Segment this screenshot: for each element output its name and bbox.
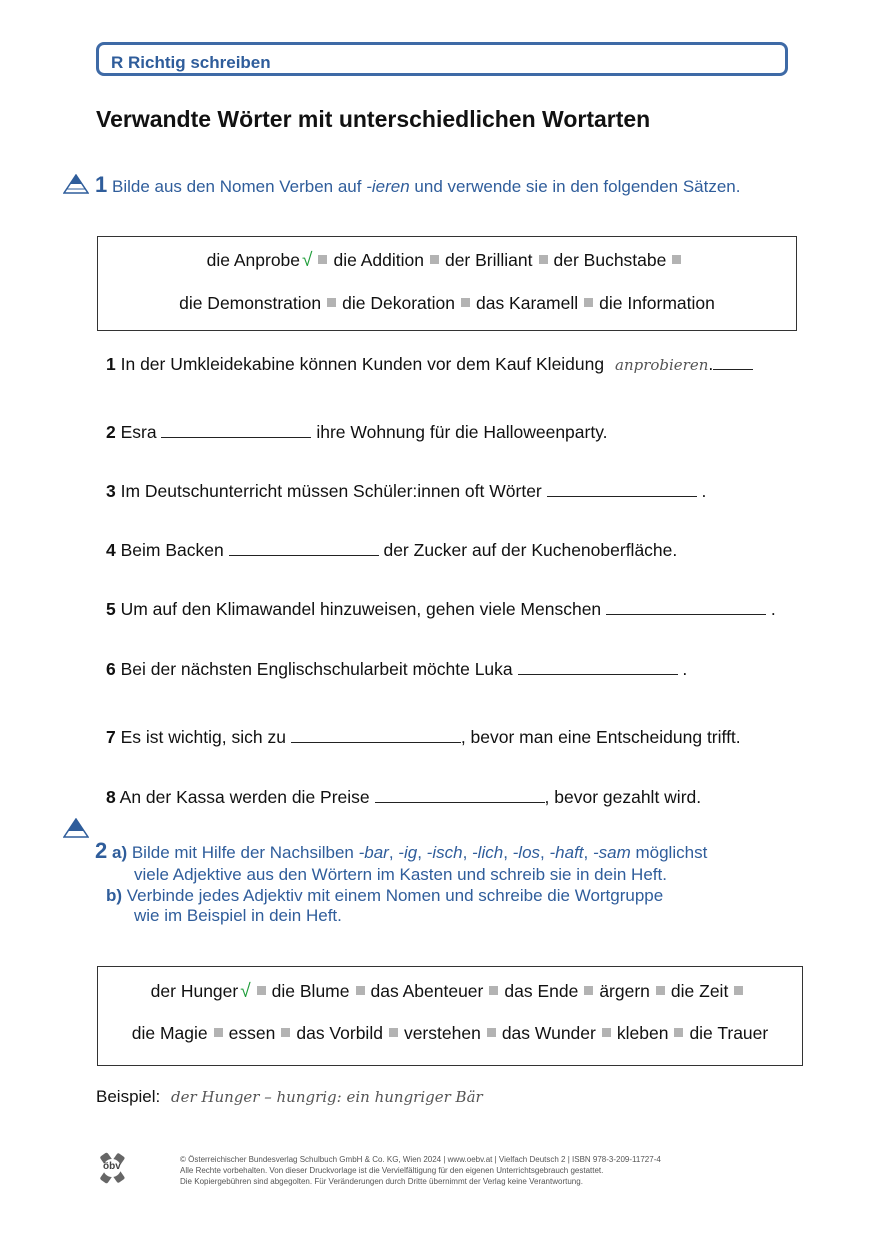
word-item: der Hunger xyxy=(150,981,239,1001)
task1-text-post: und verwende sie in den folgenden Sätzen. xyxy=(409,177,741,196)
sentence-text: In der Umkleidekabine können Kunden vor dem Kauf Kleidung xyxy=(120,354,605,374)
answer-blank[interactable] xyxy=(518,662,678,675)
task1-word-box xyxy=(97,236,797,331)
word-item: kleben xyxy=(616,1023,669,1043)
publisher-logo xyxy=(94,1150,130,1191)
section-header xyxy=(96,42,788,76)
check-icon: √ xyxy=(302,250,313,271)
footer-line: © Österreichischer Bundesverlag Schulbuch GmbH & Co. KG, Wien 2024 | www.oebv.at | Vielfach Deutsch 2 | ISBN 978-3-209-11727-4 xyxy=(180,1155,661,1164)
sentence-end: . xyxy=(682,659,688,679)
answer-blank[interactable] xyxy=(229,543,379,556)
difficulty-icon xyxy=(63,174,89,199)
task2-a-label: a) xyxy=(111,843,128,862)
word-item: das Vorbild xyxy=(296,1023,383,1043)
word-item: die Addition xyxy=(333,250,424,270)
sentence-number: 2 xyxy=(106,422,116,442)
task2-a-text: Bilde mit Hilfe der Nachsilben xyxy=(131,843,359,862)
sentence-number: 6 xyxy=(106,659,116,679)
square-icon xyxy=(656,986,665,995)
word-item: die Demonstration xyxy=(179,293,322,313)
sentence-1 xyxy=(106,354,753,375)
handwritten-answer: anprobieren xyxy=(615,356,709,374)
answer-blank[interactable] xyxy=(375,790,545,803)
sentence-end: , bevor gezahlt wird. xyxy=(544,787,702,807)
sentence-end: , bevor man eine Entscheidung trifft. xyxy=(460,727,741,747)
task2-number: 2 xyxy=(95,838,108,863)
task1-suffix: -ieren xyxy=(366,177,410,196)
answer-blank[interactable] xyxy=(161,425,311,438)
sentence-text: An der Kassa werden die Preise xyxy=(119,787,370,807)
word-item: die Blume xyxy=(271,981,350,1001)
square-icon xyxy=(674,1028,683,1037)
sentence-8 xyxy=(106,787,701,808)
sentence-end: ihre Wohnung für die Halloweenparty. xyxy=(316,422,608,442)
square-icon xyxy=(356,986,365,995)
word-item: die Anprobe xyxy=(206,250,301,270)
difficulty-icon xyxy=(63,818,89,843)
square-icon xyxy=(318,255,327,264)
word-item: essen xyxy=(228,1023,276,1043)
sentence-text: Esra xyxy=(120,422,157,442)
suffix: -sam xyxy=(592,843,631,862)
sentence-number: 4 xyxy=(106,540,116,560)
sentence-number: 7 xyxy=(106,727,116,747)
word-item: der Buchstabe xyxy=(553,250,667,270)
task1-box-line2 xyxy=(98,293,796,314)
section-label: R Richtig schreiben xyxy=(111,53,271,72)
sentence-end: . xyxy=(701,481,707,501)
answer-blank[interactable] xyxy=(291,730,461,743)
sentence-end: . xyxy=(770,599,776,619)
logo-text: öbv xyxy=(103,1161,121,1172)
answer-blank[interactable] xyxy=(547,484,697,497)
square-icon xyxy=(489,986,498,995)
page-title: Verwandte Wörter mit unterschiedlichen Wortarten xyxy=(96,106,651,132)
task2-word-box xyxy=(97,966,803,1066)
word-item: die Magie xyxy=(131,1023,208,1043)
sentence-number: 1 xyxy=(106,354,116,374)
task2-b-line2: wie im Beispiel in dein Heft. xyxy=(134,906,342,925)
task2-box-line2 xyxy=(98,1023,802,1044)
square-icon xyxy=(257,986,266,995)
sentence-7 xyxy=(106,727,741,748)
task2-a: 2 a) Bilde mit Hilfe der Nachsilben -bar, -ig, -isch, -lich, -los, -haft, -sam möglichst xyxy=(95,838,708,863)
task1-box-line1 xyxy=(98,250,796,272)
sentence-end: der Zucker auf der Kuchenoberfläche. xyxy=(383,540,678,560)
suffix: -haft xyxy=(549,843,584,862)
task2-a-line2: viele Adjektive aus den Wörtern im Kasten und schreib sie in dein Heft. xyxy=(134,865,667,884)
example-handwritten: der Hunger – hungrig: ein hungriger Bär xyxy=(171,1088,483,1106)
sentence-4 xyxy=(106,540,677,561)
word-item: das Wunder xyxy=(501,1023,596,1043)
task2-a-text-end: möglichst xyxy=(630,843,708,862)
word-item: der Brilliant xyxy=(444,250,533,270)
word-item: ärgern xyxy=(599,981,650,1001)
check-icon: √ xyxy=(240,981,251,1002)
footer-line: Die Kopiergebühren sind abgegolten. Für Veränderungen durch Dritte übernimmt der Verlag keine Verantwortung. xyxy=(180,1177,583,1186)
sentence-5 xyxy=(106,599,776,620)
word-item: das Ende xyxy=(504,981,579,1001)
word-item: verstehen xyxy=(403,1023,481,1043)
word-item: das Karamell xyxy=(475,293,579,313)
square-icon xyxy=(281,1028,290,1037)
suffix: -bar xyxy=(358,843,389,862)
task2-b-label: b) xyxy=(106,886,123,905)
answer-blank[interactable] xyxy=(713,357,753,370)
sentence-text: Im Deutschunterricht müssen Schüler:innen oft Wörter xyxy=(120,481,542,501)
task2-b-text: Verbinde jedes Adjektiv mit einem Nomen und schreibe die Wortgruppe xyxy=(126,886,664,905)
sentence-number: 5 xyxy=(106,599,116,619)
square-icon xyxy=(389,1028,398,1037)
sentence-number: 3 xyxy=(106,481,116,501)
task2-b xyxy=(106,886,663,906)
suffix: -ig xyxy=(398,843,418,862)
sentence-6 xyxy=(106,659,687,680)
square-icon xyxy=(584,298,593,307)
task2-box-line1 xyxy=(98,981,802,1003)
sentence-number: 8 xyxy=(106,787,116,807)
square-icon xyxy=(430,255,439,264)
square-icon xyxy=(487,1028,496,1037)
sentence-3 xyxy=(106,481,706,502)
square-icon xyxy=(672,255,681,264)
suffix: -lich xyxy=(472,843,504,862)
suffix: -los xyxy=(512,843,541,862)
example-label: Beispiel: xyxy=(96,1087,161,1106)
sentence-text: Um auf den Klimawandel hinzuweisen, gehen viele Menschen xyxy=(120,599,602,619)
sentence-text: Bei der nächsten Englischschularbeit möchte Luka xyxy=(120,659,513,679)
square-icon xyxy=(734,986,743,995)
square-icon xyxy=(602,1028,611,1037)
square-icon xyxy=(327,298,336,307)
task1-text-pre: Bilde aus den Nomen Verben auf xyxy=(111,177,367,196)
sentence-end: . xyxy=(708,354,714,374)
word-item: die Dekoration xyxy=(342,293,455,313)
suffix: -isch xyxy=(426,843,463,862)
word-item: die Trauer xyxy=(689,1023,769,1043)
task1-number: 1 xyxy=(95,172,108,197)
answer-blank[interactable] xyxy=(606,602,766,615)
example xyxy=(96,1087,483,1107)
square-icon xyxy=(539,255,548,264)
footer-line: Alle Rechte vorbehalten. Von dieser Druckvorlage ist die Vervielfältigung für den eigenen Unterrichtsgebrauch gestattet. xyxy=(180,1166,604,1175)
footer xyxy=(180,1154,661,1187)
sentence-text: Beim Backen xyxy=(120,540,224,560)
square-icon xyxy=(584,986,593,995)
task1-instruction xyxy=(95,172,740,198)
word-item: das Abenteuer xyxy=(370,981,484,1001)
square-icon xyxy=(214,1028,223,1037)
sentence-text: Es ist wichtig, sich zu xyxy=(120,727,286,747)
word-item: die Zeit xyxy=(670,981,729,1001)
word-item: die Information xyxy=(599,293,715,313)
square-icon xyxy=(461,298,470,307)
sentence-2 xyxy=(106,422,608,443)
